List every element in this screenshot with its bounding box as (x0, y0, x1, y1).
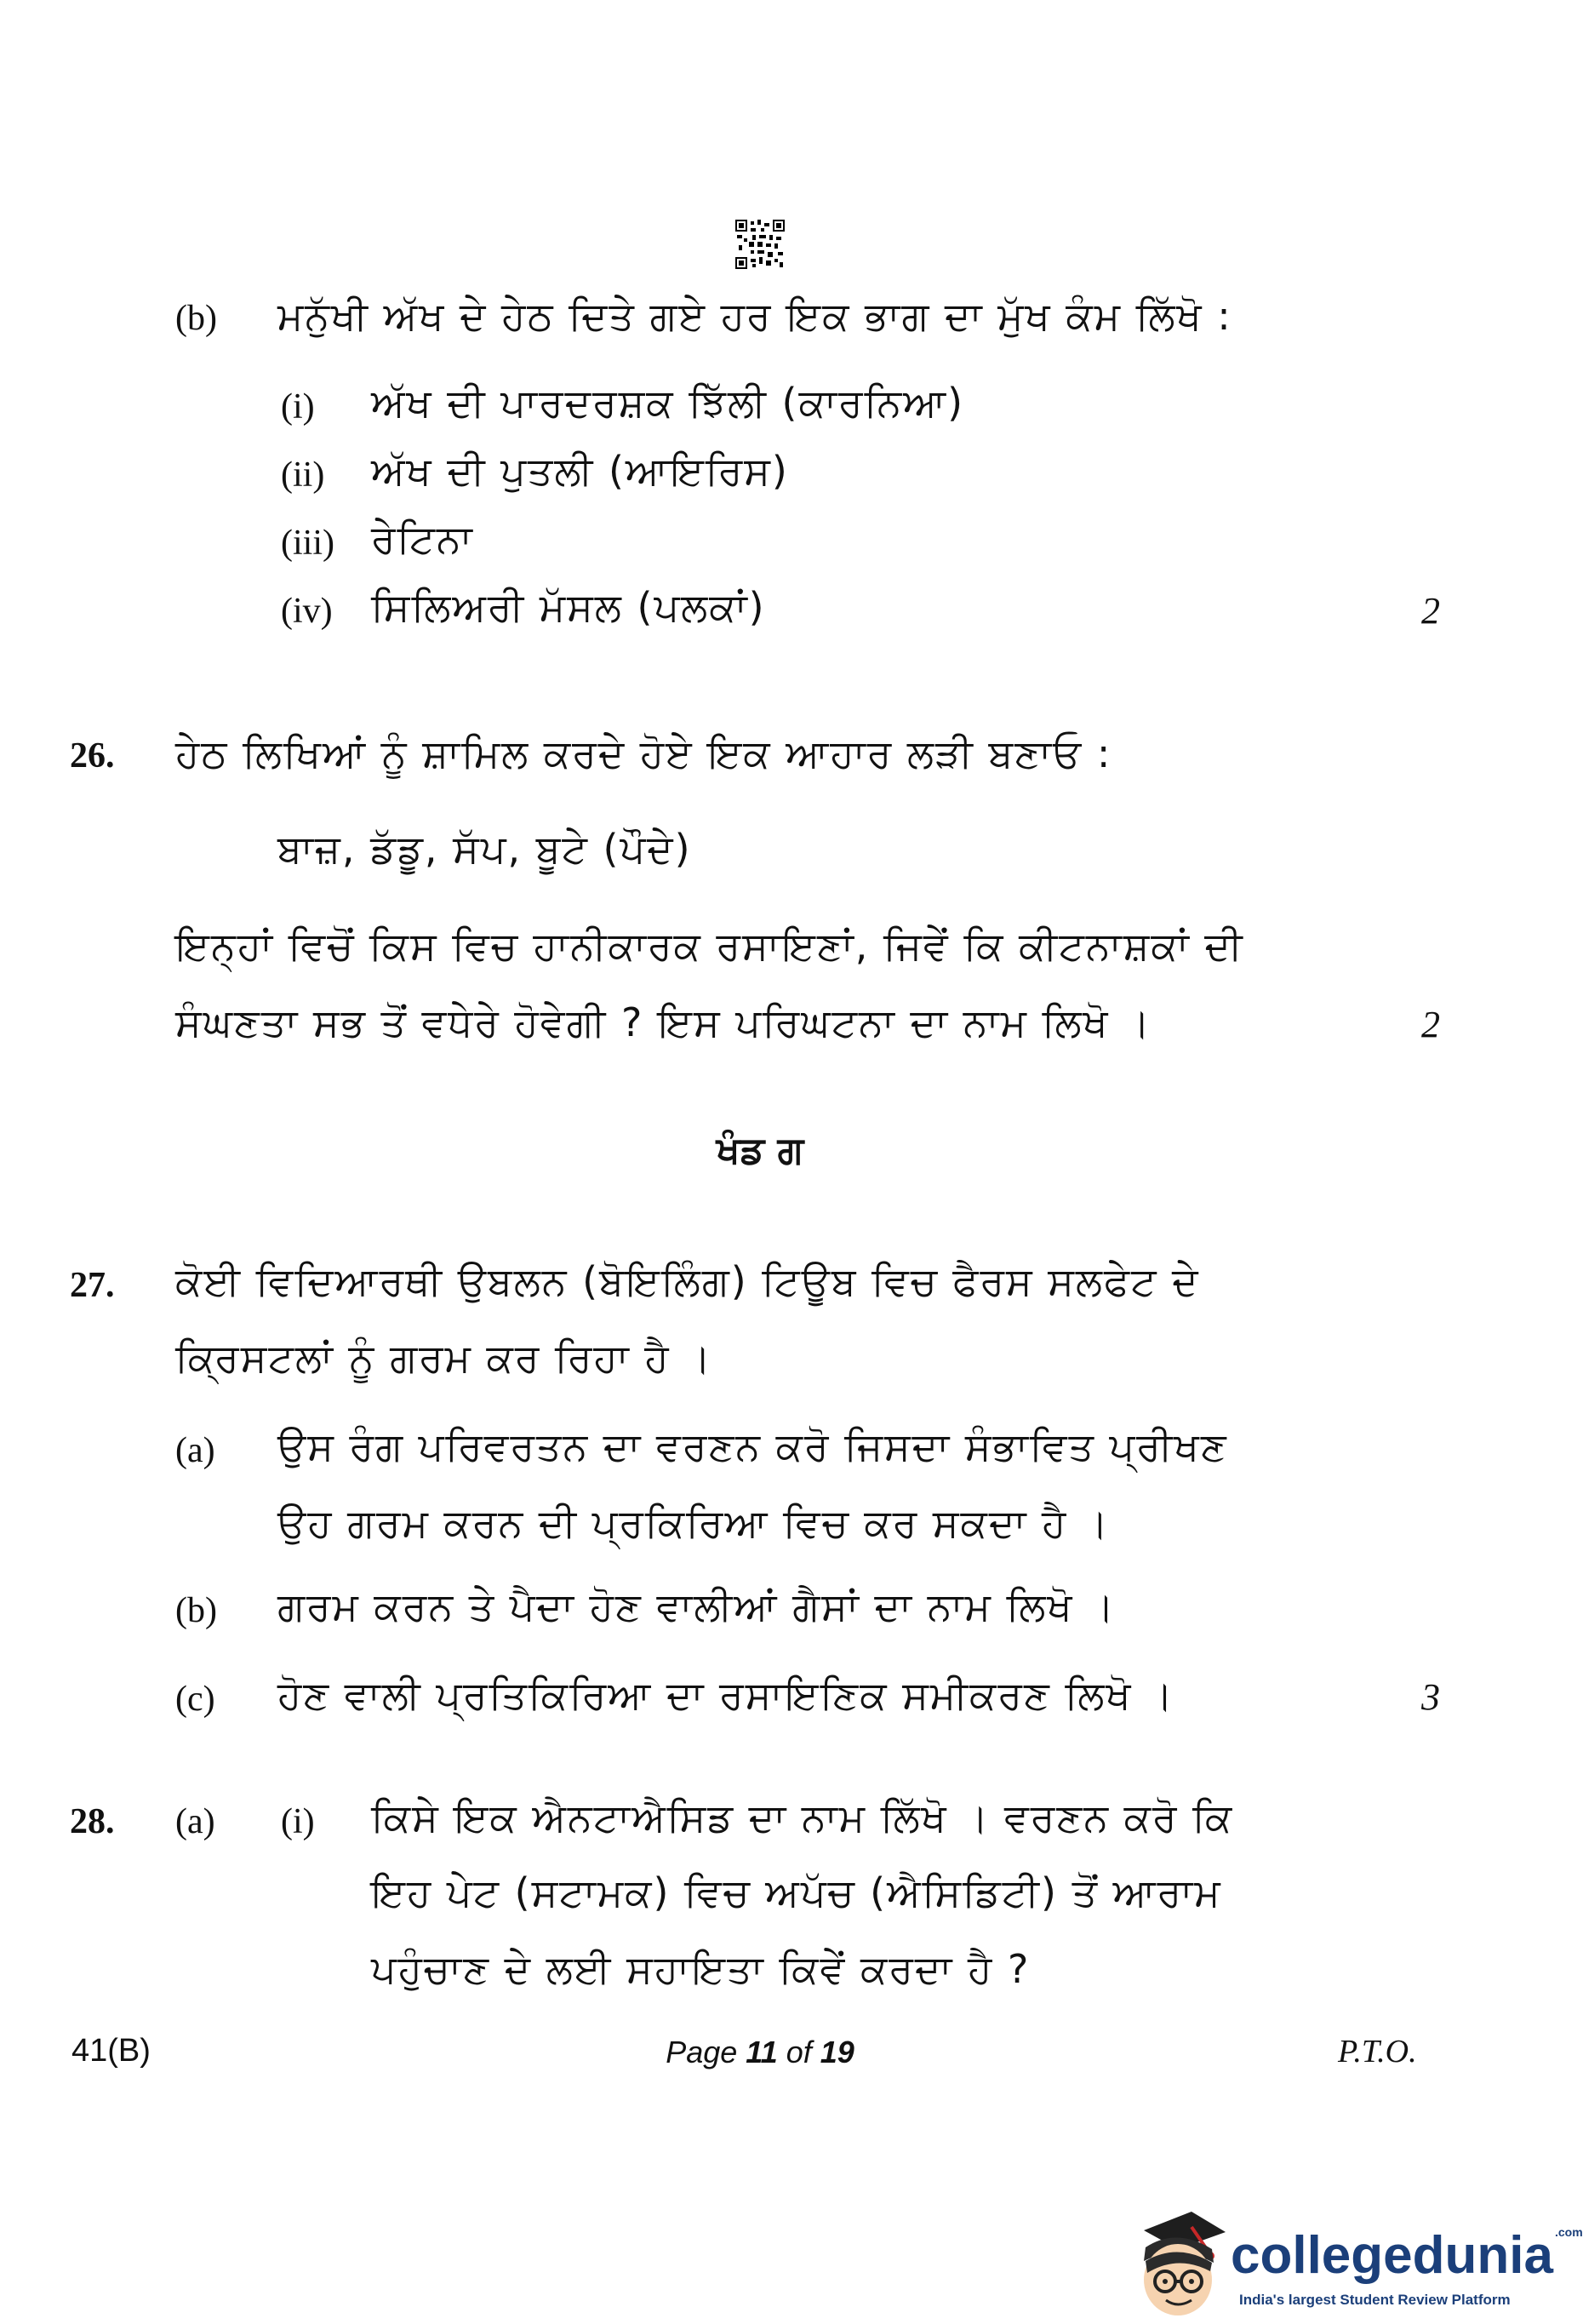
question-28a-i-label: (i) (281, 1802, 315, 1841)
question-26-line: ਸੰਘਣਤਾ ਸਭ ਤੋਂ ਵਧੇਰੇ ਹੋਵੇਗੀ ? ਇਸ ਪਰਿਘਟਨਾ ਦਾ ਨਾਮ ਲਿਖੋ । (175, 999, 1152, 1045)
collegedunia-mascot-icon (1127, 2201, 1227, 2321)
question-27a-line: ਉਸ ਰੰਗ ਪਰਿਵਰਤਨ ਦਾ ਵਰਣਨ ਕਰੋ ਜਿਸਦਾ ਸੰਭਾਵਿਤ ਪ੍ਰੀਖਣ (277, 1423, 1228, 1469)
question-25b-item-text: ਅੱਖ ਦੀ ਪਾਰਦਰਸ਼ਕ ਝਿੱਲੀ (ਕਾਰਨਿਆ) (371, 380, 965, 426)
question-26-line: ਇਨ੍ਹਾਂ ਵਿਚੋਂ ਕਿਸ ਵਿਚ ਹਾਨੀਕਾਰਕ ਰਸਾਇਣਾਂ, ਜਿਵੇਂ ਕਿ ਕੀਟਨਾਸ਼ਕਾਂ ਦੀ (175, 923, 1244, 969)
question-25b-text: ਮਨੁੱਖੀ ਅੱਖ ਦੇ ਹੇਠ ਦਿਤੇ ਗਏ ਹਰ ਇਕ ਭਾਗ ਦਾ ਮੁੱਖ ਕੰਮ ਲਿੱਖੋ : (277, 293, 1232, 339)
page-number (0, 2035, 1520, 2070)
question-28a-label: (a) (175, 1802, 215, 1841)
question-27c-text: ਹੋਣ ਵਾਲੀ ਪ੍ਰਤਿਕਿਰਿਆ ਦਾ ਰਸਾਇਣਿਕ ਸਮੀਕਰਣ ਲਿਖੋ । (277, 1672, 1175, 1718)
question-26-marks: 2 (1421, 1004, 1440, 1045)
question-28-number: 28. (70, 1802, 115, 1841)
page-current: 11 (746, 2035, 778, 2069)
logo-brand: collegedunia (1231, 2226, 1553, 2285)
question-25b-item-text: ਅੱਖ ਦੀ ਪੁਤਲੀ (ਆਇਰਿਸ) (371, 448, 789, 494)
question-25b-item-text: ਸਿਲਿਅਰੀ ਮੱਸਲ (ਪਲਕਾਂ) (371, 584, 766, 630)
question-25b-item-label: (iii) (281, 524, 334, 563)
question-28-line: ਕਿਸੇ ਇਕ ਐਨਟਾਐਸਿਡ ਦਾ ਨਾਮ ਲਿੱਖੋ । ਵਰਣਨ ਕਰੋ ਕਿ (371, 1795, 1234, 1840)
pto-marker: P.T.O. (1338, 2034, 1417, 2069)
collegedunia-logo (1231, 2225, 1583, 2286)
question-25b-label: (b) (175, 299, 217, 338)
page-of: of (786, 2035, 812, 2069)
question-27-line: ਕ੍ਰਿਸਟਲਾਂ ਨੂੰ ਗਰਮ ਕਰ ਰਿਹਾ ਹੈ । (175, 1335, 713, 1381)
logo-tld: .com (1554, 2225, 1583, 2239)
question-27a-line: ਉਹ ਗਰਮ ਕਰਨ ਦੀ ਪ੍ਰਕਿਰਿਆ ਵਿਚ ਕਰ ਸਕਦਾ ਹੈ । (277, 1500, 1110, 1546)
question-26-organisms: ਬਾਜ਼, ਡੱਡੂ, ਸੱਪ, ਬੂਟੇ (ਪੌਦੇ) (277, 826, 692, 872)
question-25b-item-label: (iv) (281, 592, 333, 631)
question-27a-label: (a) (175, 1431, 215, 1470)
question-25b-item-text: ਰੇਟਿਨਾ (371, 516, 474, 562)
paper-code: 41(B) (71, 2033, 151, 2069)
logo-tagline: India's largest Student Review Platform (1239, 2292, 1511, 2308)
section-heading: ਖੰਡ ਗ (716, 1129, 804, 1172)
question-27b-text: ਗਰਮ ਕਰਨ ਤੇ ਪੈਦਾ ਹੋਣ ਵਾਲੀਆਂ ਗੈਸਾਂ ਦਾ ਨਾਮ ਲਿਖੋ । (277, 1583, 1117, 1629)
question-25b-marks: 2 (1421, 590, 1440, 632)
question-27-number: 27. (70, 1266, 115, 1305)
question-26-line: ਹੇਠ ਲਿਖਿਆਂ ਨੂੰ ਸ਼ਾਮਿਲ ਕਰਦੇ ਹੋਏ ਇਕ ਆਹਾਰ ਲੜੀ ਬਣਾਓ : (175, 730, 1112, 776)
page-total: 19 (820, 2035, 854, 2069)
question-25b-item-label: (i) (281, 387, 315, 426)
question-27-line: ਕੋਈ ਵਿਦਿਆਰਥੀ ਉਬਲਨ (ਬੋਇਲਿੰਗ) ਟਿਊਬ ਵਿਚ ਫੈਰਸ ਸਲਫੇਟ ਦੇ (175, 1258, 1200, 1304)
question-27-marks: 3 (1421, 1676, 1440, 1718)
question-28-line: ਪਹੁੰਚਾਣ ਦੇ ਲਈ ਸਹਾਇਤਾ ਕਿਵੇਂ ਕਰਦਾ ਹੈ ? (371, 1946, 1031, 1992)
question-27c-label: (c) (175, 1680, 215, 1719)
qr-code-icon (735, 220, 785, 269)
question-28-line: ਇਹ ਪੇਟ (ਸਟਾਮਕ) ਵਿਚ ਅਪੱਚ (ਐਸਿਡਿਟੀ) ਤੋਂ ਆਰਾਮ (371, 1869, 1222, 1915)
page-prefix: Page (666, 2035, 738, 2069)
question-26-number: 26. (70, 736, 115, 776)
question-27b-label: (b) (175, 1591, 217, 1630)
question-25b-item-label: (ii) (281, 455, 325, 495)
